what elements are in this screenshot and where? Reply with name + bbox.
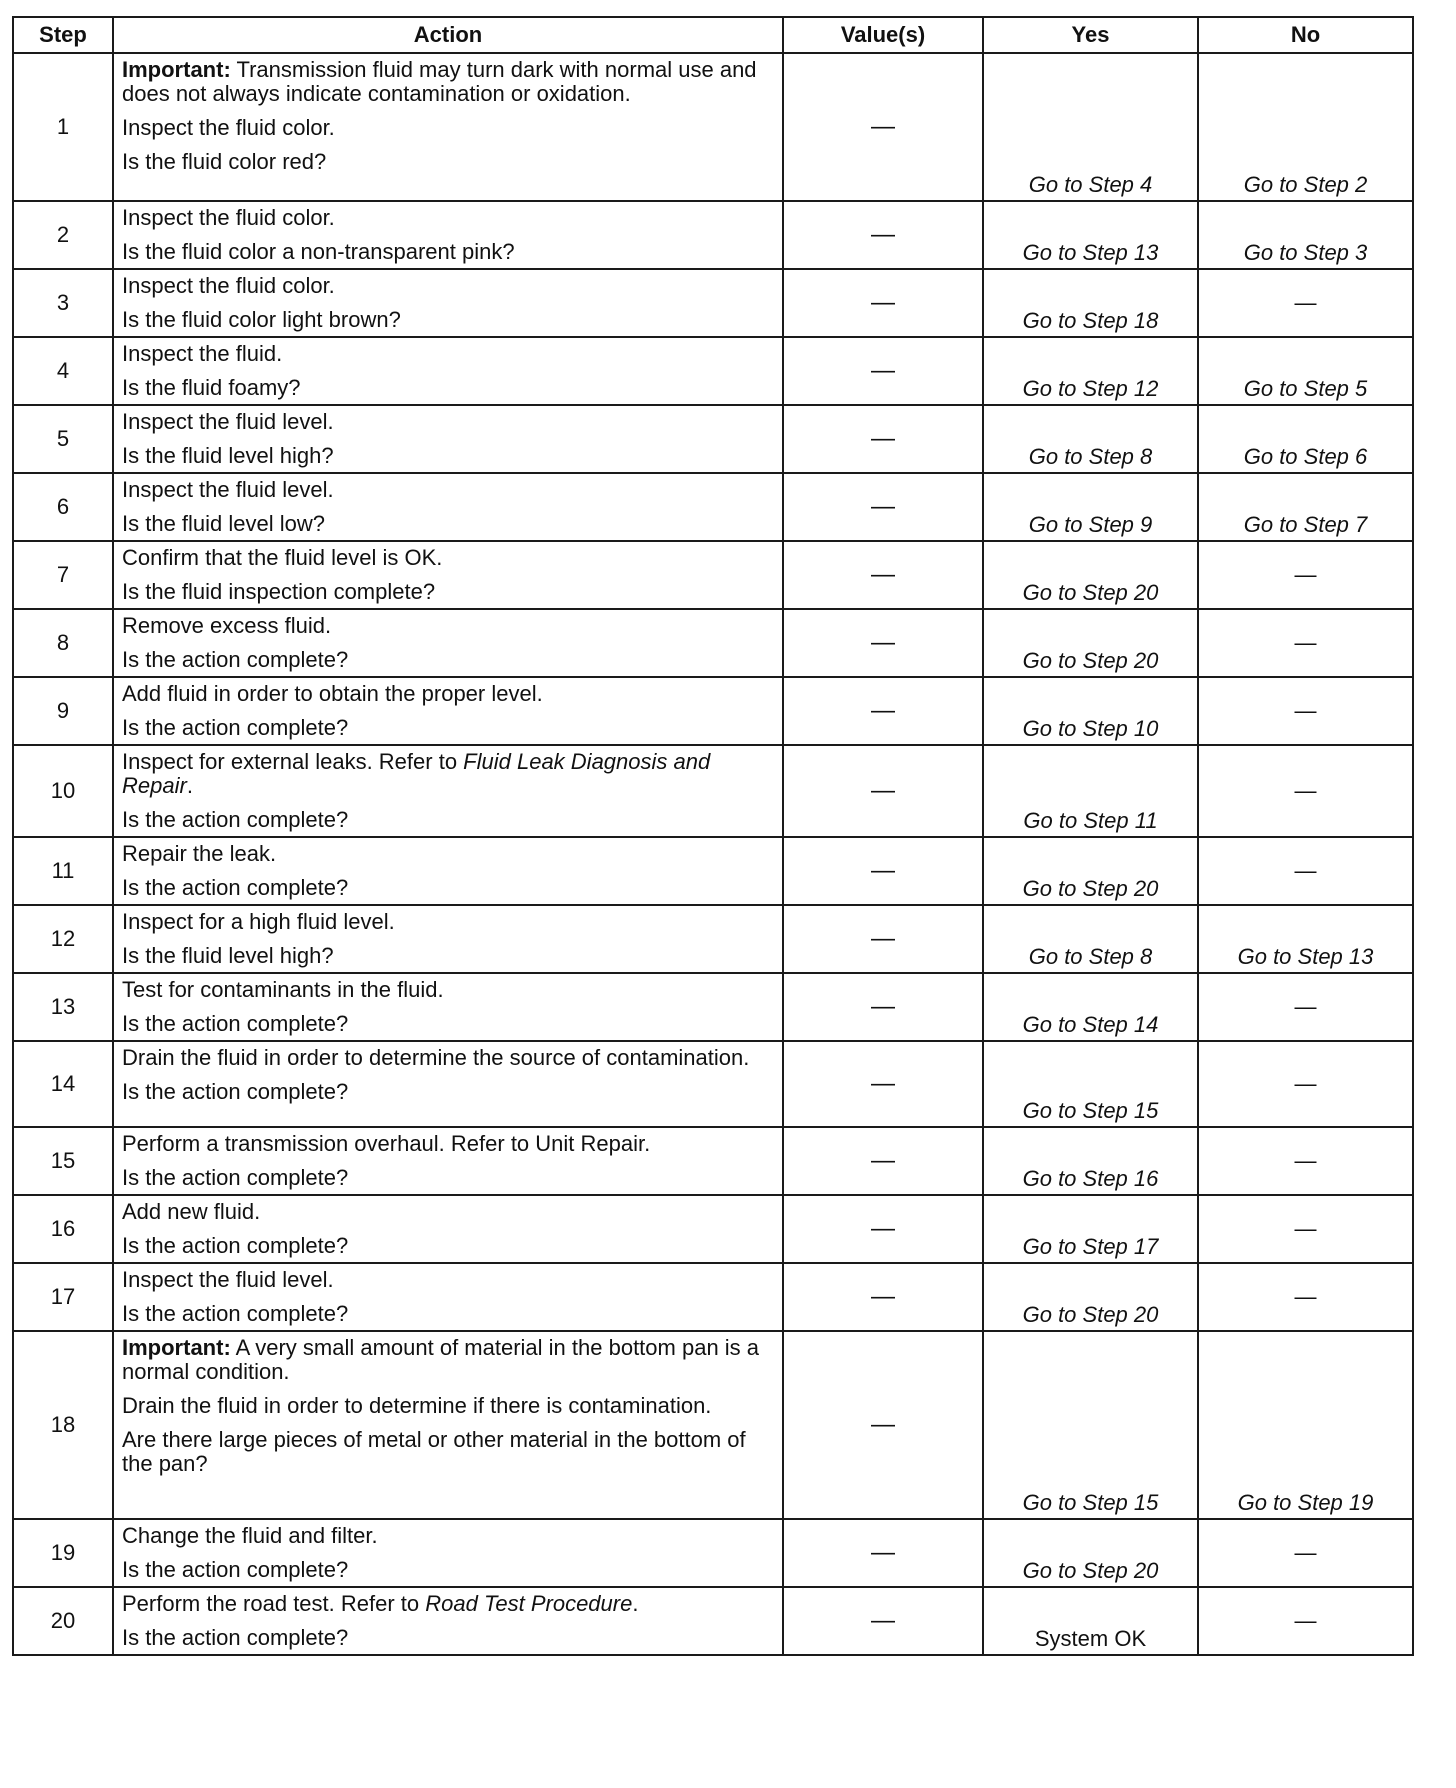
step-number: 14 [13,1041,113,1127]
action-line [122,342,774,366]
action-text: Perform the road test. Refer to [122,1591,426,1616]
action-text: Inspect for external leaks. Refer to [122,749,464,774]
action-text: Is the action complete? [122,1233,349,1258]
value-cell: — [783,337,983,405]
step-number: 13 [13,973,113,1041]
header-yes: Yes [983,17,1198,53]
value-cell: — [783,541,983,609]
action-line [122,1394,774,1418]
action-text: Are there large pieces of metal or other material in the bottom of the pan? [122,1427,746,1476]
table-row [13,837,1413,905]
action-text: Repair the leak. [122,841,277,866]
action-text: Is the action complete? [122,1557,349,1582]
action-line [122,1166,774,1190]
action-line [122,1524,774,1548]
table-row [13,1127,1413,1195]
yes-cell: Go to Step 11 [983,745,1198,837]
action-line [122,910,774,934]
step-number: 1 [13,53,113,201]
action-text: Is the fluid color light brown? [122,307,401,332]
no-cell: Go to Step 3 [1198,201,1413,269]
action-text: Inspect for a high fluid level. [122,909,395,934]
step-number: 20 [13,1587,113,1655]
no-cell: — [1198,677,1413,745]
action-cell [113,541,783,609]
action-line [122,716,774,740]
action-line [122,978,774,1002]
action-text: Test for contaminants in the fluid. [122,977,444,1002]
step-number: 8 [13,609,113,677]
step-number: 19 [13,1519,113,1587]
action-line [122,1428,774,1476]
action-line [122,512,774,536]
yes-cell: Go to Step 8 [983,905,1198,973]
yes-cell: Go to Step 8 [983,405,1198,473]
diagnostic-table [12,16,1414,1656]
step-number: 4 [13,337,113,405]
no-cell: — [1198,1195,1413,1263]
action-text: Is the action complete? [122,1079,349,1104]
value-cell: — [783,1263,983,1331]
reference-title: Fluid Leak Diagnosis and Repair [122,749,711,798]
table-row [13,473,1413,541]
header-step: Step [13,17,113,53]
yes-cell: Go to Step 10 [983,677,1198,745]
yes-cell: Go to Step 17 [983,1195,1198,1263]
value-cell: — [783,1195,983,1263]
action-line [122,1268,774,1292]
no-cell: Go to Step 13 [1198,905,1413,973]
table-row [13,609,1413,677]
action-cell [113,677,783,745]
action-line [122,478,774,502]
action-line [122,1336,774,1384]
value-cell: — [783,201,983,269]
important-label: Important: [122,1335,231,1360]
yes-cell: Go to Step 20 [983,837,1198,905]
table-row [13,53,1413,201]
action-text: Is the fluid color a non-transparent pink? [122,239,515,264]
action-cell [113,905,783,973]
table-header-row [13,17,1413,53]
value-cell: — [783,1331,983,1519]
step-number: 6 [13,473,113,541]
yes-cell: System OK [983,1587,1198,1655]
action-line [122,1234,774,1258]
no-cell: — [1198,1127,1413,1195]
table-row [13,905,1413,973]
value-cell: — [783,905,983,973]
action-text: Inspect the fluid color. [122,205,335,230]
table-row [13,337,1413,405]
header-action: Action [113,17,783,53]
action-cell [113,1519,783,1587]
action-line [122,116,774,140]
action-text: Inspect the fluid level. [122,409,334,434]
action-text: Inspect the fluid level. [122,1267,334,1292]
action-line [122,648,774,672]
yes-cell: Go to Step 18 [983,269,1198,337]
action-line [122,274,774,298]
action-cell [113,837,783,905]
step-number: 12 [13,905,113,973]
table-row [13,201,1413,269]
reference-title: Road Test Procedure [425,1591,633,1616]
value-cell: — [783,973,983,1041]
action-text: Is the fluid inspection complete? [122,579,436,604]
action-text: Inspect the fluid level. [122,477,334,502]
table-row [13,677,1413,745]
action-text: Is the action complete? [122,1165,349,1190]
action-line [122,1592,774,1616]
action-text: Confirm that the fluid level is OK. [122,545,443,570]
yes-cell: Go to Step 9 [983,473,1198,541]
yes-cell: Go to Step 15 [983,1041,1198,1127]
no-cell: — [1198,609,1413,677]
no-cell: — [1198,1041,1413,1127]
action-text: Add fluid in order to obtain the proper level. [122,681,543,706]
action-line [122,750,774,798]
action-text: Is the action complete? [122,1011,349,1036]
action-line [122,614,774,638]
yes-cell: Go to Step 20 [983,1263,1198,1331]
action-text: Inspect the fluid color. [122,273,335,298]
value-cell: — [783,1041,983,1127]
value-cell: — [783,53,983,201]
yes-cell: Go to Step 20 [983,609,1198,677]
no-cell: Go to Step 7 [1198,473,1413,541]
step-number: 15 [13,1127,113,1195]
header-no: No [1198,17,1413,53]
yes-cell: Go to Step 13 [983,201,1198,269]
no-cell: Go to Step 5 [1198,337,1413,405]
action-cell [113,1331,783,1519]
value-cell: — [783,1127,983,1195]
action-cell [113,473,783,541]
action-cell [113,201,783,269]
step-number: 3 [13,269,113,337]
action-line [122,150,774,174]
action-text: Is the action complete? [122,715,349,740]
no-cell: Go to Step 6 [1198,405,1413,473]
action-line [122,546,774,570]
action-cell [113,609,783,677]
action-text: Transmission fluid may turn dark with normal use and does not always indicate contamination or oxidation. [122,57,757,106]
action-line [122,308,774,332]
action-line [122,1046,774,1070]
yes-cell: Go to Step 12 [983,337,1198,405]
step-number: 2 [13,201,113,269]
no-cell: — [1198,1519,1413,1587]
action-text-end: . [632,1591,639,1616]
no-cell: Go to Step 19 [1198,1331,1413,1519]
yes-cell: Go to Step 20 [983,541,1198,609]
action-line [122,944,774,968]
action-line [122,808,774,832]
action-text-end: . [186,773,193,798]
action-cell [113,1263,783,1331]
action-line [122,444,774,468]
action-cell [113,405,783,473]
table-row [13,269,1413,337]
action-text: Is the action complete? [122,807,349,832]
action-text: Add new fluid. [122,1199,261,1224]
no-cell: — [1198,1587,1413,1655]
action-line [122,240,774,264]
action-cell [113,973,783,1041]
table-row [13,1195,1413,1263]
header-value: Value(s) [783,17,983,53]
action-line [122,376,774,400]
step-number: 17 [13,1263,113,1331]
action-text: Is the fluid foamy? [122,375,301,400]
table-row [13,1331,1413,1519]
yes-cell: Go to Step 4 [983,53,1198,201]
value-cell: — [783,1587,983,1655]
action-cell [113,337,783,405]
action-text: Is the fluid level low? [122,511,325,536]
action-text: Is the action complete? [122,1301,349,1326]
action-text: Is the fluid level high? [122,943,334,968]
table-row [13,541,1413,609]
step-number: 10 [13,745,113,837]
action-cell [113,1195,783,1263]
action-line [122,410,774,434]
action-line [122,682,774,706]
no-cell: — [1198,1263,1413,1331]
yes-cell: Go to Step 15 [983,1331,1198,1519]
action-cell [113,269,783,337]
action-text: Change the fluid and filter. [122,1523,378,1548]
action-line [122,1080,774,1104]
action-text: Perform a transmission overhaul. Refer to Unit Repair. [122,1131,651,1156]
no-cell: — [1198,973,1413,1041]
action-line [122,206,774,230]
action-cell [113,1041,783,1127]
no-cell: — [1198,269,1413,337]
action-text: Drain the fluid in order to determine the source of contamination. [122,1045,750,1070]
action-line [122,580,774,604]
action-text: Is the action complete? [122,647,349,672]
yes-cell: Go to Step 14 [983,973,1198,1041]
action-text: Is the fluid color red? [122,149,327,174]
no-cell: — [1198,745,1413,837]
table-row [13,1519,1413,1587]
action-text: Remove excess fluid. [122,613,332,638]
value-cell: — [783,609,983,677]
action-text: Drain the fluid in order to determine if there is contamination. [122,1393,712,1418]
step-number: 9 [13,677,113,745]
action-line [122,1626,774,1650]
action-line [122,1132,774,1156]
value-cell: — [783,269,983,337]
action-line [122,1558,774,1582]
action-cell [113,53,783,201]
value-cell: — [783,837,983,905]
action-text: Is the action complete? [122,1625,349,1650]
value-cell: — [783,473,983,541]
action-text: A very small amount of material in the bottom pan is a normal condition. [122,1335,760,1384]
action-text: Inspect the fluid. [122,341,283,366]
no-cell: Go to Step 2 [1198,53,1413,201]
action-text: Inspect the fluid color. [122,115,335,140]
action-cell [113,1587,783,1655]
action-line [122,1012,774,1036]
table-row [13,973,1413,1041]
table-row [13,1263,1413,1331]
value-cell: — [783,1519,983,1587]
table-row [13,745,1413,837]
action-text: Is the fluid level high? [122,443,334,468]
table-row [13,405,1413,473]
no-cell: — [1198,837,1413,905]
value-cell: — [783,745,983,837]
no-cell: — [1198,541,1413,609]
action-text: Is the action complete? [122,875,349,900]
action-line [122,1200,774,1224]
action-line [122,58,774,106]
important-label: Important: [122,57,231,82]
step-number: 11 [13,837,113,905]
action-cell [113,1127,783,1195]
step-number: 7 [13,541,113,609]
action-line [122,842,774,866]
yes-cell: Go to Step 20 [983,1519,1198,1587]
action-cell [113,745,783,837]
step-number: 16 [13,1195,113,1263]
action-line [122,1302,774,1326]
value-cell: — [783,405,983,473]
value-cell: — [783,677,983,745]
table-row [13,1587,1413,1655]
step-number: 18 [13,1331,113,1519]
action-line [122,876,774,900]
table-row [13,1041,1413,1127]
table-body [13,53,1413,1655]
yes-cell: Go to Step 16 [983,1127,1198,1195]
step-number: 5 [13,405,113,473]
